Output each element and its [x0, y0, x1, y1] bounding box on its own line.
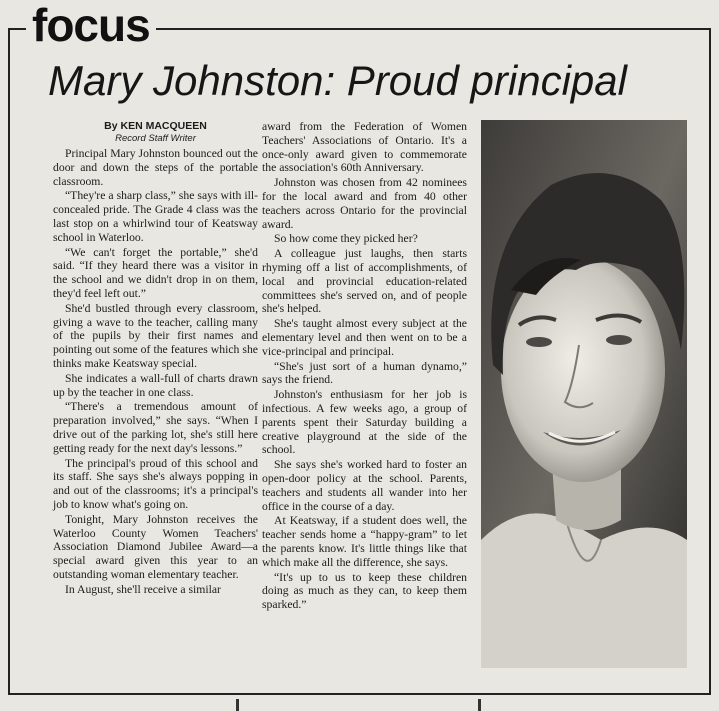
- byline-role: Record Staff Writer: [115, 133, 196, 144]
- paragraph: “They're a sharp class,” she says with ill-concealed pride. The Grade 4 class was the last stop on a whirlwind tour of Keatsway school in Waterloo.: [53, 189, 258, 244]
- headline: Mary Johnston: Proud principal: [48, 57, 627, 104]
- paragraph: She says she's worked hard to foster an open-door policy at the school. Parents, teachers and students all wander into her office in the course of a day.: [262, 458, 467, 513]
- paragraph: “She's just sort of a human dynamo,” says the friend.: [262, 359, 467, 387]
- fold-mark: [478, 699, 481, 711]
- article-column-2: [262, 120, 467, 613]
- paragraph: So how come they picked her?: [274, 232, 418, 246]
- paragraph: award from the Federation of Women Teachers' Associations of Ontario. It's a once-only award given to commemorate the association's 60th Anniversary.: [262, 120, 467, 175]
- fold-mark: [236, 699, 239, 711]
- paragraph: “There's a tremendous amount of preparation involved,” she says. “When I drive out of the parking lot, she's still here getting ready for the next day's lessons.”: [53, 400, 258, 455]
- paragraph: She's taught almost every subject at the elementary level and then went on to be a vice-principal and principal.: [262, 317, 467, 358]
- paragraph: “It's up to us to keep these children doing as much as they can, to keep them sparked.”: [262, 570, 467, 612]
- paragraph: At Keatsway, if a student does well, the teacher sends home a “happy-gram” to let the parents know. It's little things like that which make all the difference, she says.: [262, 514, 467, 569]
- paragraph: In August, she'll receive a similar: [65, 582, 221, 596]
- paragraph: Tonight, Mary Johnston receives the Waterloo County Women Teachers' Association Diamond Jubilee Award—a special award given this year to an outstanding woman elementary teacher.: [53, 512, 258, 581]
- portrait-photo: [481, 120, 687, 668]
- paragraph: She indicates a wall-full of charts drawn up by the teacher in one class.: [53, 371, 258, 399]
- paragraph: Johnston's enthusiasm for her job is infectious. A few weeks ago, a group of parents spent their Saturday building a creative playground at the side of the school.: [262, 388, 467, 457]
- byline: [53, 120, 258, 145]
- paragraph: A colleague just laughs, then starts rhyming off a list of accomplishments, of local and provincial education-related committees she's served on, and of people she's helped.: [262, 247, 467, 316]
- section-tab: focus: [26, 2, 156, 48]
- paragraph: Principal Mary Johnston bounced out the door and down the steps of the portable classroom.: [53, 147, 258, 188]
- article-column-1: [53, 120, 258, 598]
- paragraph: Johnston was chosen from 42 nominees for the local award and from 40 other teachers across Ontario for the provincial award.: [262, 176, 467, 231]
- paragraph: The principal's proud of this school and its staff. She says she's always popping in and out of the classrooms; it's a principal's job to know what's going on.: [53, 456, 258, 511]
- byline-name: By KEN MACQUEEN: [104, 120, 207, 132]
- paragraph: “We can't forget the portable,” she'd said. “If they heard there was a visitor in the school and we didn't drop in on them, they'd feel left out.”: [53, 245, 258, 300]
- paragraph: She'd bustled through every classroom, giving a wave to the teacher, calling many of the pupils by their first names and pointing out some of the features which she thinks make Keatsway special.: [53, 301, 258, 370]
